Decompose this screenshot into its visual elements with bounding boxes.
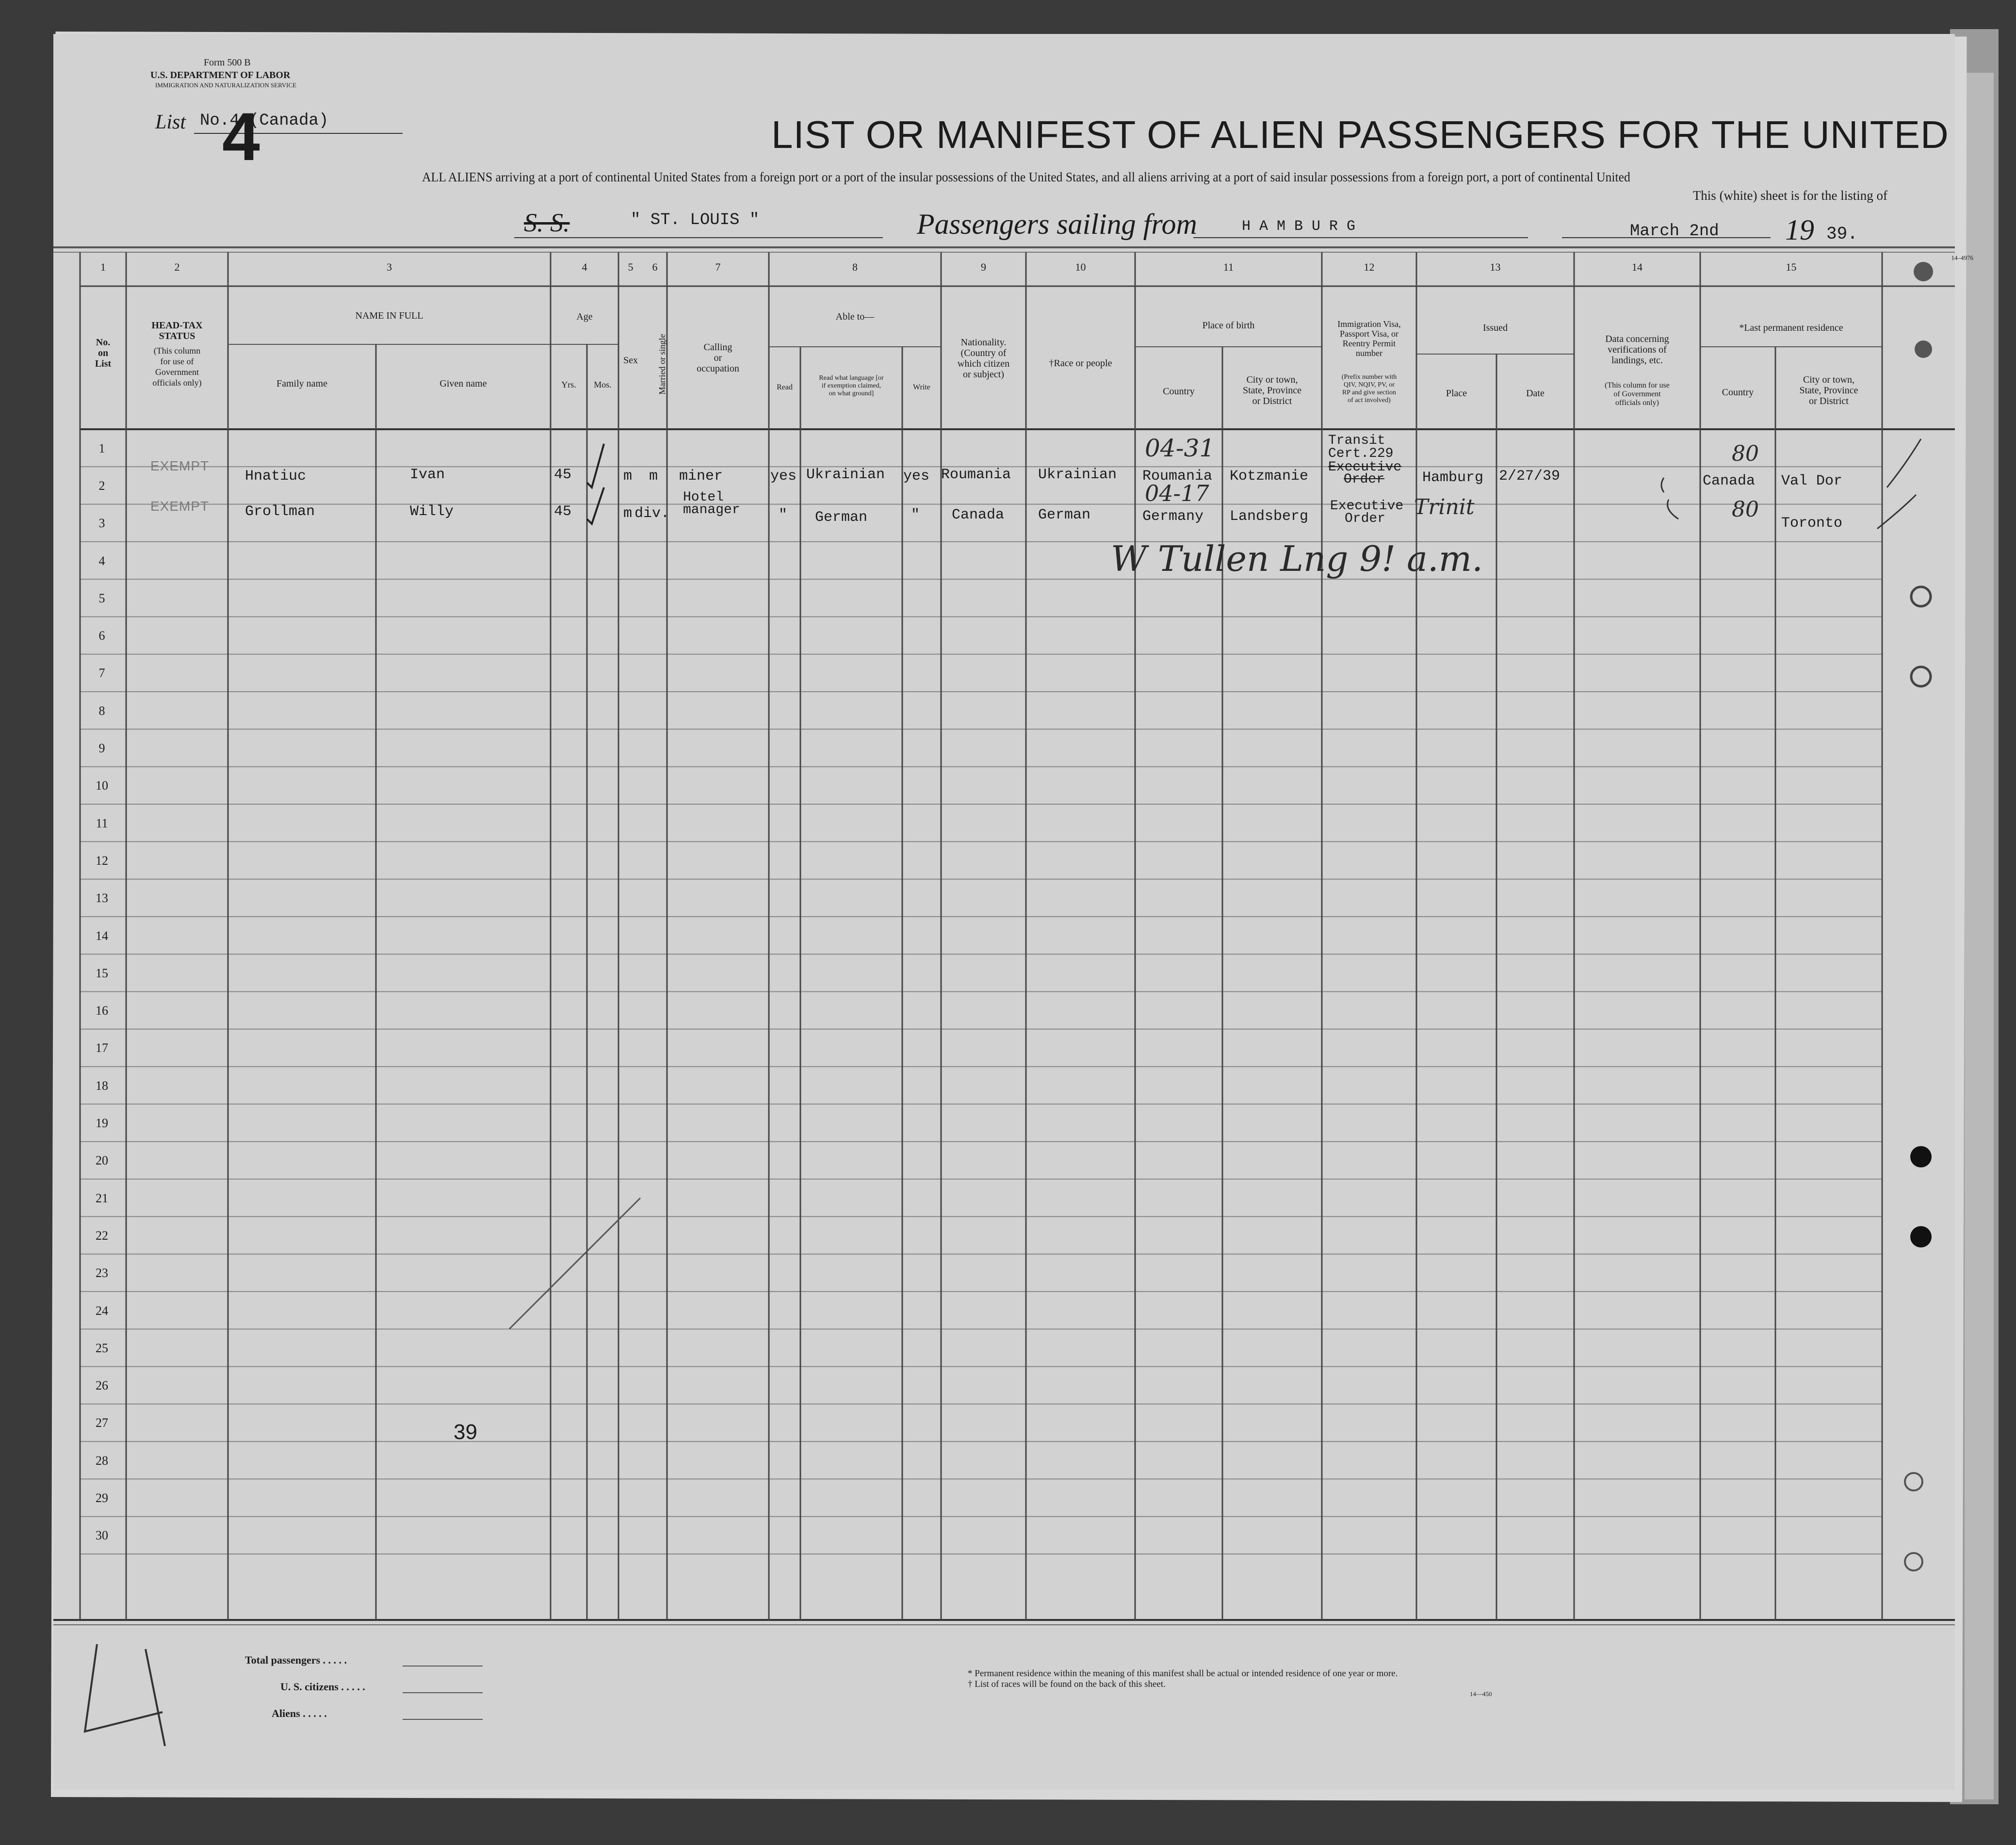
year-suffix: 39. <box>1826 224 1858 244</box>
visa-line2-1: Cert.229 <box>1328 446 1394 461</box>
row-number: 14 <box>96 928 108 943</box>
age-yrs-1: 45 <box>554 467 572 483</box>
row-number: 1 <box>98 441 105 455</box>
row-number: 3 <box>98 516 105 531</box>
family-name-1: Hnatiuc <box>245 468 307 485</box>
colnum-1: 1 <box>100 261 106 273</box>
row-number: 23 <box>96 1266 108 1280</box>
visa-line1-1: Transit <box>1328 433 1385 448</box>
header-verifications-note: (This column for use of Government officials only) <box>1605 381 1670 407</box>
visa-line1-2: Executive <box>1330 499 1404 514</box>
row-number: 24 <box>96 1303 108 1318</box>
header-nationality: Nationality. (Country of which citizen or subject) <box>957 337 1010 380</box>
list-big-number: 4 <box>222 98 260 175</box>
year-prefix: 19 <box>1785 214 1814 246</box>
visa-line3-1: Executive <box>1328 460 1402 475</box>
row-number: 7 <box>98 666 105 680</box>
row-number: 21 <box>96 1191 108 1205</box>
sex-2: m <box>623 505 633 522</box>
row-number: 2 <box>98 478 105 493</box>
header-lr-country: Country <box>1722 387 1754 398</box>
header-pob-city: City or town, State, Province or District <box>1242 374 1302 406</box>
row-number: 8 <box>98 703 105 718</box>
page-title: LIST OR MANIFEST OF ALIEN PASSENGERS FOR THE UNITED <box>771 113 1949 156</box>
row-number: 19 <box>96 1116 108 1131</box>
header-verifications: Data concerning verifications of landings, etc. <box>1605 334 1669 366</box>
read-2: " <box>779 507 788 523</box>
sailing-label: Passengers sailing from <box>917 208 1197 240</box>
row-number: 12 <box>96 853 108 868</box>
row-number: 26 <box>96 1378 108 1393</box>
footer-note-2: † List of races will be found on the back of this sheet. <box>968 1679 1166 1689</box>
header-race: †Race or people <box>1049 358 1112 369</box>
marital-1: m <box>649 468 658 485</box>
row-number: 5 <box>98 591 105 605</box>
row-number: 15 <box>96 966 108 980</box>
family-name-2: Grollman <box>245 503 315 520</box>
colnum-11: 11 <box>1223 261 1234 273</box>
colnum-3: 3 <box>387 261 392 273</box>
given-name-2: Willy <box>410 503 454 520</box>
colnum-2: 2 <box>174 261 180 273</box>
department-label: U.S. DEPARTMENT OF LABOR <box>150 70 291 81</box>
issued-place-2: Trinit <box>1414 495 1475 519</box>
ss-label: S. S. <box>524 208 570 237</box>
header-calling: Calling or occupation <box>697 342 739 374</box>
row-number: 25 <box>96 1341 108 1355</box>
header-married: Married or single <box>657 334 667 395</box>
language-1: Ukrainian <box>806 467 885 483</box>
footer-code: 14—450 <box>1470 1690 1492 1698</box>
ship-name: " ST. LOUIS " <box>631 211 760 229</box>
row-number: 17 <box>96 1041 108 1055</box>
colnum-8: 8 <box>852 261 858 273</box>
row-number: 16 <box>96 1003 108 1018</box>
birth-country-note-2: 04-17 <box>1145 480 1209 506</box>
birth-country-1: Roumania <box>1142 468 1213 485</box>
nationality-2: Canada <box>952 507 1005 523</box>
header-no-on-list: No. on List <box>95 337 112 369</box>
row-number: 13 <box>96 891 108 906</box>
birth-city-1: Kotzmanie <box>1230 468 1309 485</box>
subtitle-line2: This (white) sheet is for the listing of <box>1692 188 1887 203</box>
visa-line2-2: Order <box>1345 511 1386 526</box>
race-2: German <box>1038 507 1091 523</box>
header-issued-place: Place <box>1446 388 1467 399</box>
header-last-residence: *Last permanent residence <box>1739 323 1843 333</box>
colnum-14: 14 <box>1632 261 1642 273</box>
row-number: 30 <box>96 1528 108 1543</box>
header-name-in-full: NAME IN FULL <box>355 310 423 321</box>
header-pob-country: Country <box>1163 386 1195 397</box>
race-1: Ukrainian <box>1038 467 1117 483</box>
occupation-line1-2: Hotel <box>683 490 724 505</box>
header-issued: Issued <box>1482 323 1508 333</box>
nationality-1: Roumania <box>941 467 1011 483</box>
footer-total-passengers: Total passengers . . . . . <box>245 1654 347 1666</box>
colnum-5: 5 <box>628 261 634 273</box>
visa-line4-1: Order <box>1344 472 1385 487</box>
footer-aliens: Aliens . . . . . <box>272 1707 327 1719</box>
head-tax-stamp-2: EXEMPT <box>150 499 210 514</box>
issued-date-1: 2/27/39 <box>1499 468 1561 485</box>
header-age: Age <box>576 311 593 322</box>
header-family-name: Family name <box>276 378 327 389</box>
issued-place-1: Hamburg <box>1422 469 1484 486</box>
handwritten-note-row3: W Tullen Lng 9! a.m. <box>1111 538 1483 579</box>
header-sex: Sex <box>623 355 638 366</box>
list-number: No.4 (Canada) <box>200 112 329 130</box>
occupation-1: miner <box>679 468 723 485</box>
header-head-tax-note: (This column for use of Government officials only) <box>152 346 202 388</box>
colnum-6: 6 <box>652 261 658 273</box>
header-given-name: Given name <box>439 378 487 389</box>
birth-country-note-1: 04-31 <box>1145 434 1215 462</box>
language-2: German <box>815 509 868 526</box>
row-number: 18 <box>96 1078 108 1093</box>
row-number: 9 <box>98 741 105 756</box>
row-number: 29 <box>96 1491 108 1505</box>
header-age-mos: Mos. <box>594 380 612 389</box>
colnum-9: 9 <box>981 261 986 273</box>
row-number: 11 <box>96 816 108 830</box>
service-label: IMMIGRATION AND NATURALIZATION SERVICE <box>155 81 297 89</box>
birth-city-2: Landsberg <box>1230 508 1309 525</box>
footer-us-citizens: U. S. citizens . . . . . <box>280 1681 365 1693</box>
lr-country-note-2: 80 <box>1732 497 1759 522</box>
row27-mark: 39 <box>454 1420 477 1444</box>
list-label: List <box>155 111 186 133</box>
corner-mark: 14–4976 <box>1951 254 1973 261</box>
header-read: Read <box>777 383 793 391</box>
colnum-13: 13 <box>1490 261 1501 273</box>
write-2: " <box>911 507 920 523</box>
row-number: 6 <box>98 629 105 643</box>
header-age-yrs: Yrs. <box>561 380 576 389</box>
form-number: Form 500 B <box>204 57 251 68</box>
header-read-language: Read what language [or if exemption claimed, on what ground] <box>819 374 884 397</box>
sex-1: m <box>623 468 633 485</box>
lr-country-note-1: 80 <box>1732 441 1759 466</box>
header-head-tax: HEAD-TAX STATUS <box>151 320 203 341</box>
colnum-4: 4 <box>582 261 587 273</box>
occupation-line2-2: manager <box>683 502 740 518</box>
lr-city-2: Toronto <box>1781 515 1843 532</box>
row-number: 20 <box>96 1153 108 1168</box>
footer-corner-mark <box>116 1649 119 1654</box>
header-write: Write <box>913 383 930 391</box>
header-lr-city: City or town, State, Province or District <box>1799 374 1858 406</box>
header-visa: Immigration Visa, Passport Visa, or Reentry Permit number <box>1337 319 1401 358</box>
row-number: 22 <box>96 1228 108 1243</box>
header-able-to: Able to— <box>835 311 875 322</box>
row-number: 10 <box>96 778 108 793</box>
header-issued-date: Date <box>1526 388 1545 399</box>
footer-note-1: * Permanent residence within the meaning of this manifest shall be actual or intended residence of one year or more. <box>968 1668 1398 1679</box>
subtitle-line1: ALL ALIENS arriving at a port of continental United States from a foreign port or a port of the insular possessions of the United States, and all aliens arriving at a port of said insular possessions from a foreign port, a port of continental United <box>422 170 1630 184</box>
read-1: yes <box>770 468 797 485</box>
header-place-of-birth: Place of birth <box>1202 320 1255 331</box>
lr-country-1: Canada <box>1703 473 1756 489</box>
row-number: 4 <box>98 553 105 568</box>
given-name-1: Ivan <box>410 467 445 483</box>
colnum-15: 15 <box>1786 261 1797 273</box>
colnum-10: 10 <box>1075 261 1086 273</box>
age-yrs-2: 45 <box>554 503 572 520</box>
head-tax-stamp-1: EXEMPT <box>150 458 210 473</box>
colnum-7: 7 <box>715 261 721 273</box>
lr-city-1: Val Dor <box>1781 473 1843 489</box>
row-number: 28 <box>96 1453 108 1468</box>
port-name: H A M B U R G <box>1242 218 1356 235</box>
birth-country-2: Germany <box>1142 508 1204 525</box>
sailing-date: March 2nd <box>1630 222 1719 241</box>
write-1: yes <box>903 468 930 485</box>
header-visa-note: (Prefix number with QIV, NQIV, PV, or RP and give section of act involved) <box>1341 373 1397 404</box>
row-number: 27 <box>96 1416 108 1430</box>
marital-2: div. <box>634 505 670 522</box>
colnum-12: 12 <box>1364 261 1375 273</box>
